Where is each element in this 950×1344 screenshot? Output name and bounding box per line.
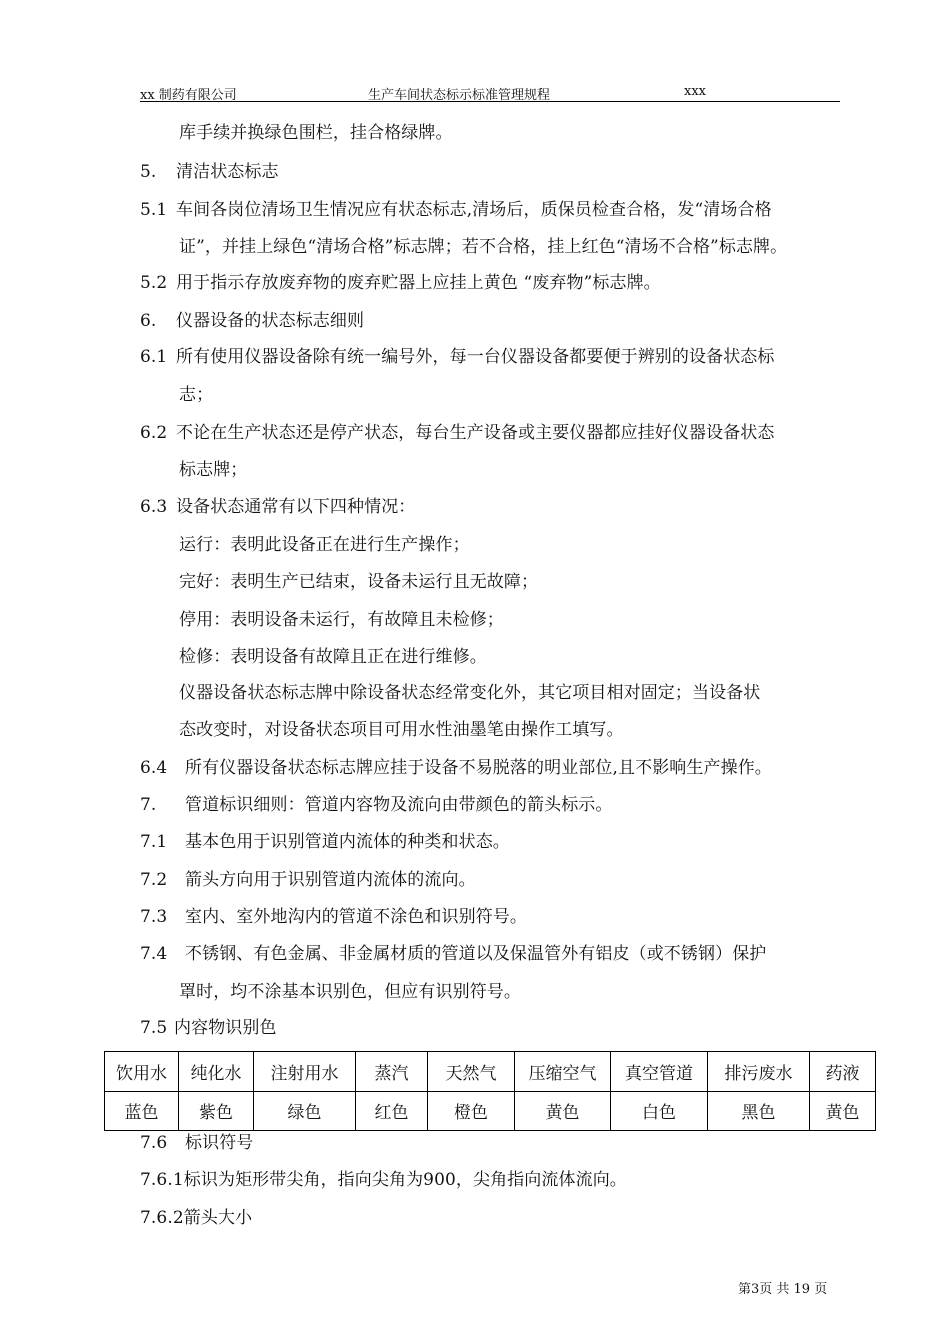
table-cell: 紫色	[179, 1091, 254, 1131]
table-cell: 黄色	[810, 1091, 876, 1131]
paragraph-line: 完好：表明生产已结束，设备未运行且无故障；	[179, 572, 539, 592]
table-cell: 白色	[611, 1091, 708, 1131]
table-cell: 纯化水	[179, 1052, 254, 1092]
table-cell: 排污废水	[708, 1052, 810, 1092]
header-code: xxx	[684, 84, 706, 99]
header-rule	[140, 101, 840, 102]
table-cell: 橙色	[428, 1091, 515, 1131]
paragraph-line: 罩时，均不涂基本识别色，但应有识别符号。	[179, 982, 521, 1002]
table-row-contents	[105, 1052, 876, 1092]
section-heading: 5. 清洁状态标志	[140, 162, 279, 182]
paragraph-line: 7.2 箭头方向用于识别管道内流体的流向。	[140, 870, 476, 890]
section-heading: 7. 管道标识细则：管道内容物及流向由带颜色的箭头标示。	[140, 795, 613, 815]
paragraph-line: 7.6.2箭头大小	[140, 1208, 253, 1228]
table-cell: 蓝色	[105, 1091, 179, 1131]
paragraph-line: 5.1 车间各岗位清场卫生情况应有状态标志,清场后，质保员检查合格，发“清场合格	[140, 200, 772, 220]
paragraph-line: 运行：表明此设备正在进行生产操作；	[179, 535, 470, 555]
table-row-colors	[105, 1091, 876, 1131]
paragraph-line: 态改变时，对设备状态项目可用水性油墨笔由操作工填写。	[179, 720, 624, 740]
table-cell: 天然气	[428, 1052, 515, 1092]
table-cell: 注射用水	[254, 1052, 356, 1092]
page-number: 第3页 共 19 页	[738, 1282, 828, 1297]
paragraph-line: 6.3 设备状态通常有以下四种情况：	[140, 497, 416, 517]
table-cell: 蒸汽	[356, 1052, 428, 1092]
paragraph-line: 7.6 标识符号	[140, 1133, 254, 1153]
table-cell: 药液	[810, 1052, 876, 1092]
table-cell: 真空管道	[611, 1052, 708, 1092]
paragraph-line: 检修：表明设备有故障且正在进行维修。	[179, 647, 487, 667]
content-color-table	[104, 1051, 876, 1131]
paragraph-line: 6.4 所有仪器设备状态标志牌应挂于设备不易脱落的明业部位,且不影响生产操作。	[140, 758, 772, 778]
paragraph-line: 7.5 内容物识别色	[140, 1018, 277, 1038]
paragraph-line: 6.2 不论在生产状态还是停产状态，每台生产设备或主要仪器都应挂好仪器设备状态	[140, 423, 775, 443]
header-company: xx 制药有限公司	[140, 88, 237, 103]
paragraph-line: 停用：表明设备未运行，有故障且未检修；	[179, 610, 504, 630]
paragraph-line: 7.4 不锈钢、有色金属、非金属材质的管道以及保温管外有铝皮（或不锈钢）保护	[140, 944, 767, 964]
paragraph-line: 6.1 所有使用仪器设备除有统一编号外，每一台仪器设备都要便于辨别的设备状态标	[140, 347, 775, 367]
paragraph-line: 仪器设备状态标志牌中除设备状态经常变化外，其它项目相对固定；当设备状	[179, 683, 761, 703]
paragraph-line: 7.3 室内、室外地沟内的管道不涂色和识别符号。	[140, 907, 527, 927]
paragraph-line: 标志牌；	[179, 460, 248, 480]
section-heading: 6. 仪器设备的状态标志细则	[140, 311, 365, 331]
paragraph-line: 7.1 基本色用于识别管道内流体的种类和状态。	[140, 832, 510, 852]
table-cell: 黄色	[515, 1091, 611, 1131]
paragraph-line: 5.2 用于指示存放废弃物的废弃贮器上应挂上黄色 “废弃物”标志牌。	[140, 273, 661, 293]
paragraph-line: 库手续并换绿色围栏，挂合格绿牌。	[179, 123, 453, 143]
paragraph-line: 证”，并挂上绿色“清场合格”标志牌；若不合格，挂上红色“清场不合格”标志牌。	[179, 237, 788, 257]
paragraph-line: 志；	[179, 385, 214, 405]
paragraph-line: 7.6.1标识为矩形带尖角，指向尖角为900，尖角指向流体流向。	[140, 1170, 627, 1190]
table-cell: 饮用水	[105, 1052, 179, 1092]
header-title: 生产车间状态标示标准管理规程	[368, 88, 551, 103]
table-cell: 绿色	[254, 1091, 356, 1131]
table-cell: 压缩空气	[515, 1052, 611, 1092]
table-cell: 红色	[356, 1091, 428, 1131]
table-cell: 黑色	[708, 1091, 810, 1131]
